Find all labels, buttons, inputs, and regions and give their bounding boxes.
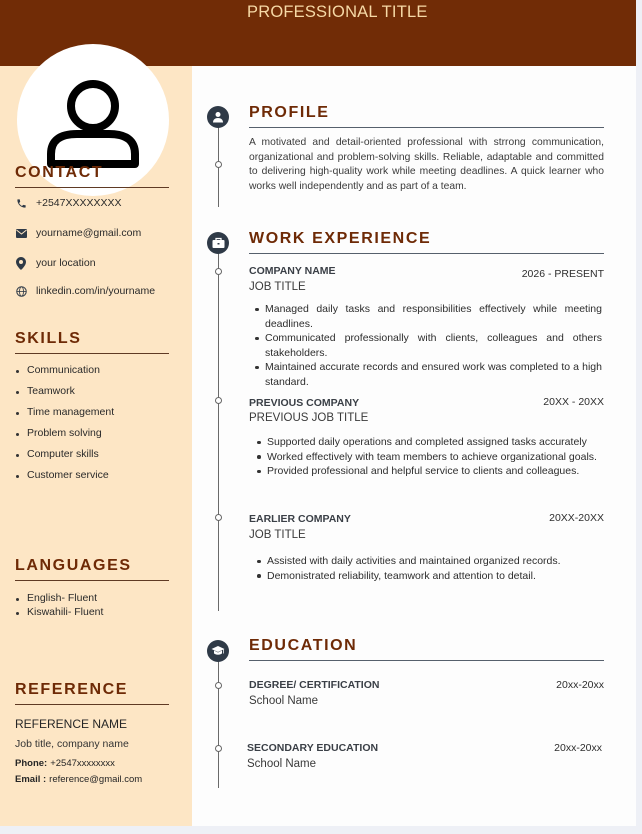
- reference-email-label: Email :: [15, 774, 47, 785]
- list-item: Worked effectively with team members to achieve organizational goals.: [251, 450, 604, 465]
- job-title: PREVIOUS JOB TITLE: [249, 412, 369, 424]
- user-icon: [43, 76, 143, 176]
- job-date: 20XX-20XX: [549, 512, 604, 524]
- reference-email: [15, 774, 142, 785]
- list-item: Time management: [15, 406, 114, 427]
- list-item: Computer skills: [15, 448, 114, 469]
- reference-heading: REFERENCE: [15, 681, 169, 705]
- user-icon: [212, 111, 224, 123]
- job-title: JOB TITLE: [249, 529, 306, 541]
- reference-phone-value: +2547xxxxxxxx: [50, 758, 115, 769]
- list-item: Provided professional and helpful service to clients and colleagues.: [251, 464, 604, 479]
- contact-phone-text: +2547XXXXXXXX: [36, 197, 122, 209]
- education-date: 20xx-20xx: [556, 679, 604, 691]
- list-item: Maintained accurate records and ensured work was completed to a high standard.: [249, 360, 602, 389]
- contact-email-text: yourname@gmail.com: [36, 227, 142, 239]
- contact-linkedin: [15, 283, 155, 299]
- list-item: English- Fluent: [15, 592, 103, 606]
- list-item: Teamwork: [15, 385, 114, 406]
- list-item: Supported daily operations and completed assigned tasks accurately: [251, 435, 604, 450]
- contact-linkedin-text: linkedin.com/in/yourname: [36, 285, 156, 297]
- education-heading: EDUCATION: [249, 637, 604, 661]
- job-bullets: [251, 435, 604, 479]
- reference-phone-label: Phone:: [15, 758, 48, 769]
- list-item: Communicated professionally with clients, colleagues and others stakeholders.: [249, 331, 602, 360]
- education-school: School Name: [247, 758, 317, 770]
- contact-heading: CONTACT: [15, 164, 169, 188]
- education-degree: SECONDARY EDUCATION: [247, 742, 379, 754]
- job-date: 2026 - PRESENT: [521, 268, 604, 280]
- job-bullets: [251, 554, 604, 583]
- job-bullets: [249, 302, 602, 389]
- contact-email: [15, 225, 141, 241]
- education-date: 20xx-20xx: [554, 742, 602, 754]
- timeline-dot: [215, 397, 222, 404]
- job-title: JOB TITLE: [249, 281, 306, 293]
- timeline-dot: [215, 514, 222, 521]
- list-item: Kiswahili- Fluent: [15, 606, 103, 620]
- timeline-dot: [215, 745, 222, 752]
- profile-heading: PROFILE: [249, 104, 604, 128]
- profile-section-icon: [207, 106, 229, 128]
- list-item: Demonistrated reliability, teamwork and attention to detail.: [251, 569, 604, 584]
- job-company: PREVIOUS COMPANY: [249, 397, 360, 409]
- reference-job: Job title, company name: [15, 738, 129, 750]
- list-item: Assisted with daily activities and maintained organized records.: [251, 554, 604, 569]
- job-date: 20XX - 20XX: [543, 396, 604, 408]
- briefcase-icon: [212, 237, 225, 249]
- skills-list: [15, 364, 114, 490]
- mail-icon: [15, 227, 27, 239]
- timeline-dot: [215, 268, 222, 275]
- phone-icon: [15, 197, 27, 209]
- experience-heading: WORK EXPERIENCE: [249, 230, 604, 254]
- profile-summary: A motivated and detail-oriented professional with strrong communication, organizational and problem-solving skills. Reliable, adaptable and committed to delivering high-quality work while meeting deadlines. A quick learner who works well independently and as part of a team.: [249, 137, 604, 192]
- reference-name: REFERENCE NAME: [15, 717, 128, 731]
- list-item: Managed daily tasks and responsibilities effectively while meeting deadlines.: [249, 302, 602, 331]
- list-item: Customer service: [15, 469, 114, 490]
- job-company: COMPANY NAME: [249, 265, 336, 277]
- languages-heading: LANGUAGES: [15, 557, 169, 581]
- education-timeline: [218, 661, 219, 788]
- job-company: EARLIER COMPANY: [249, 513, 351, 525]
- reference-email-value: reference@gmail.com: [49, 774, 143, 785]
- graduation-cap-icon: [211, 645, 225, 657]
- education-school: School Name: [249, 695, 319, 707]
- list-item: Problem solving: [15, 427, 114, 448]
- professional-title: PROFESSIONAL TITLE: [247, 3, 428, 21]
- contact-phone: [15, 195, 122, 211]
- experience-section-icon: [207, 232, 229, 254]
- reference-phone: [15, 758, 115, 769]
- contact-location-text: your location: [36, 257, 96, 269]
- languages-list: [15, 592, 103, 620]
- timeline-dot: [215, 682, 222, 689]
- globe-icon: [15, 285, 27, 297]
- experience-timeline: [218, 253, 219, 611]
- contact-location: [15, 255, 96, 271]
- skills-heading: SKILLS: [15, 330, 169, 354]
- timeline-dot: [215, 161, 222, 168]
- list-item: Communication: [15, 364, 114, 385]
- location-icon: [15, 257, 27, 269]
- education-section-icon: [207, 640, 229, 662]
- education-degree: DEGREE/ CERTIFICATION: [249, 679, 380, 691]
